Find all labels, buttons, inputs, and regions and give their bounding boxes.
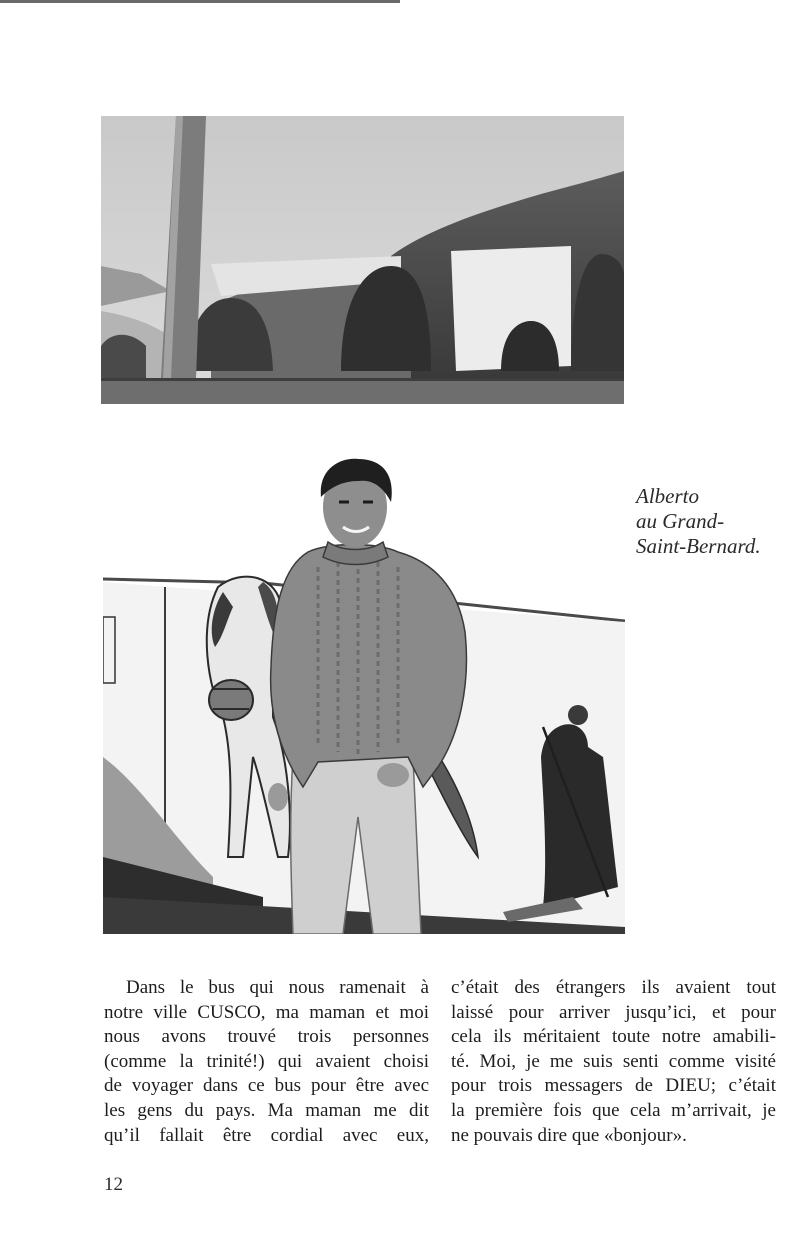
text-line: notre ville CUSCO, ma maman et moi [104,1001,429,1023]
bus-window-photo [101,116,624,404]
text-line: nous avons trouvé trois personnes [104,1026,429,1048]
text-line: (comme la trinité!) qui avaient choisi [104,1050,429,1072]
caption-line: au Grand- [636,509,725,533]
text-line: les gens du pays. Ma maman me dit [104,1099,429,1121]
alberto-illustration [103,457,625,934]
photo-caption [636,484,796,559]
caption-line: Alberto [636,484,699,508]
body-text-left-column [104,976,429,1148]
text-line: pour trois messagers de DIEU; c’était [451,1075,776,1097]
text-line: ne pouvais dire que «bonjour». [451,1124,687,1146]
alberto-photo [103,457,625,934]
top-rule [0,0,400,3]
bus-window-illustration [101,116,624,404]
text-line: la première fois que cela m’arrivait, je [451,1099,776,1121]
page-number: 12 [104,1174,123,1195]
text-line: laissé pour arriver jusqu’ici, et pour [451,1001,776,1023]
text-line: Dans le bus qui nous ramenait à [126,977,429,998]
text-line: c’était des étrangers ils avaient tout [451,977,776,998]
text-line: de voyager dans ce bus pour être avec [104,1075,429,1097]
caption-line: Saint-Bernard. [636,534,761,558]
text-line: qu’il fallait être cordial avec eux, [104,1124,429,1146]
body-text-right-column [451,976,776,1148]
text-line: cela ils méritaient toute notre amabili- [451,1026,776,1048]
text-line: té. Moi, je me suis senti comme visité [451,1050,776,1072]
